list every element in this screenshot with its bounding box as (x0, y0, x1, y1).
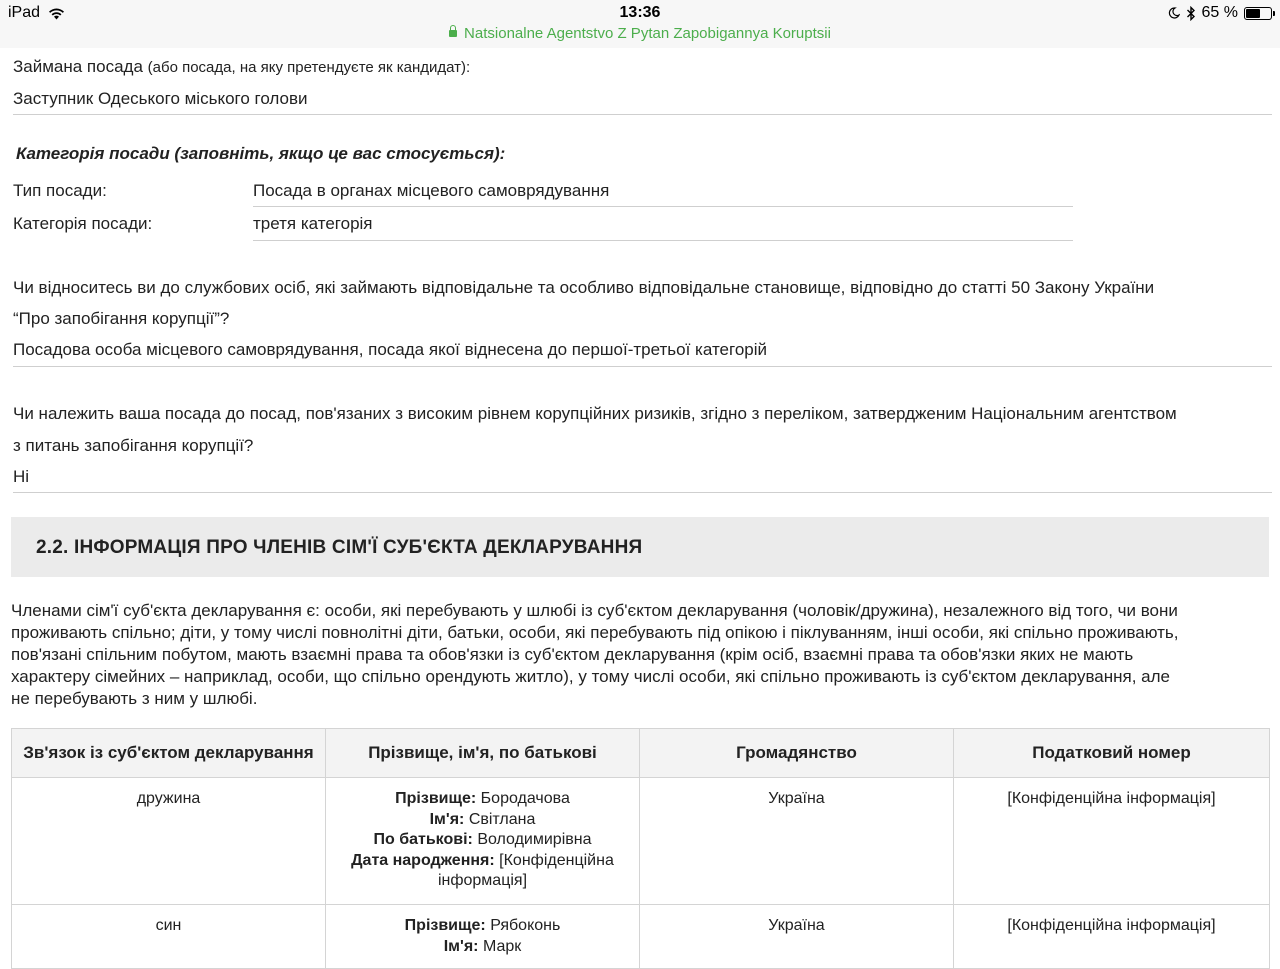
question-responsible-position-cont: “Про запобігання корупції”? (13, 309, 230, 328)
address-bar[interactable] (0, 25, 1280, 42)
position-label-note: (або посада, на яку претендуєте як кандидат): (147, 59, 471, 76)
name-label: Ім'я: (443, 937, 479, 955)
status-right (1168, 4, 1272, 22)
table-header-row (12, 729, 1270, 778)
url-text: Natsionalne Agentstvo Z Pytan Zapobigannya Koruptsii (464, 25, 831, 42)
paragraph-line: пов'язані спільним побутом, мають взаємні права та обов'язки із суб'єктом декларування (крім осіб, взаємні права та обов'язки яких не мають (11, 645, 1134, 664)
battery-fill (1246, 9, 1260, 18)
answer-corruption-risk: Ні (13, 467, 30, 486)
divider (13, 366, 1272, 367)
section-header (11, 517, 1269, 577)
citizenship-cell: Україна (640, 778, 954, 905)
paragraph-line: не перебувають з ним у шлюбі. (11, 689, 258, 708)
table-row (12, 778, 1270, 905)
column-header-relation: Зв'язок із суб'єктом декларування (12, 729, 326, 778)
position-type-label: Тип посади: (13, 181, 107, 200)
moon-icon (1168, 7, 1180, 19)
paragraph-line: Членами сім'ї суб'єкта декларування є: особи, які перебувають у шлюбі із суб'єктом декларування (чоловік/дружина), незалежного від того, чи вони (11, 601, 1178, 620)
device-label: iPad (8, 4, 41, 21)
divider (13, 492, 1272, 493)
clock: 13:36 (619, 4, 661, 21)
divider (253, 240, 1073, 241)
surname-label: Прізвище: (395, 790, 477, 807)
divider (13, 114, 1272, 115)
surname-value: Бородачова (480, 790, 570, 807)
name-value: Марк (482, 937, 522, 955)
column-header-citizenship: Громадянство (640, 729, 954, 778)
battery-icon (1244, 7, 1272, 20)
status-bar (0, 0, 1280, 48)
citizenship-cell: Україна (640, 905, 954, 969)
position-category-value: третя категорія (253, 214, 373, 233)
position-label-row (13, 57, 470, 77)
category-title: Категорія посади (заповніть, якщо це вас стосується): (16, 144, 506, 163)
family-definition-paragraph (11, 600, 1273, 710)
divider (253, 206, 1073, 207)
column-header-tax-number: Податковий номер (954, 729, 1270, 778)
patronymic-value: Володимирівна (477, 831, 592, 848)
position-label: Займана посада (13, 57, 143, 76)
patronymic-label: По батькові: (373, 831, 473, 848)
name-label: Ім'я: (429, 810, 465, 828)
lock-icon (449, 30, 457, 37)
bluetooth-icon (1186, 6, 1196, 21)
name-value: Світлана (468, 810, 536, 828)
position-category-label: Категорія посади: (13, 214, 153, 233)
question-corruption-risk-cont: з питань запобігання корупції? (13, 436, 254, 455)
position-type-value: Посада в органах місцевого самоврядування (253, 181, 610, 200)
birth-date-label: Дата народження: (351, 851, 495, 869)
battery-percent: 65 % (1201, 4, 1238, 21)
question-responsible-position: Чи відноситесь ви до службових осіб, які займають відповідальне та особливо відповідальне становище, відповідно до статті 50 Закону України (13, 278, 1155, 297)
full-name-cell (326, 778, 640, 905)
position-value: Заступник Одеського міського голови (13, 89, 308, 108)
section-title: 2.2. ІНФОРМАЦІЯ ПРО ЧЛЕНІВ СІМ'Ї СУБ'ЄКТА ДЕКЛАРУВАННЯ (36, 537, 643, 558)
family-members-table (11, 728, 1270, 969)
birth-date-value: [Конфіденційна інформація] (437, 851, 614, 889)
full-name-cell (326, 905, 640, 969)
question-corruption-risk: Чи належить ваша посада до посад, пов'язаних з високим рівнем корупційних ризиків, згідно з переліком, затвердженим Національним агентством (13, 404, 1177, 423)
paragraph-line: характеру сімейних – наприклад, особи, що спільно орендують житло), у тому числі особи, які спільно проживають із суб'єктом декларування, але (11, 667, 1170, 686)
answer-responsible-position: Посадова особа місцевого самоврядування, посада якої віднесена до першої-третьої категорій (13, 340, 768, 359)
tax-number-cell: [Конфіденційна інформація] (954, 778, 1270, 905)
relation-cell: син (12, 905, 326, 969)
paragraph-line: проживають спільно; діти, у тому числі повнолітні діти, батьки, особи, які перебувають під опікою і піклуванням, інші особи, які спільно проживають, (11, 623, 1179, 642)
column-header-full-name: Прізвище, ім'я, по батькові (326, 729, 640, 778)
surname-label: Прізвище: (404, 917, 486, 934)
tax-number-cell: [Конфіденційна інформація] (954, 905, 1270, 969)
relation-cell: дружина (12, 778, 326, 905)
table-row (12, 905, 1270, 969)
surname-value: Рябоконь (490, 917, 561, 934)
